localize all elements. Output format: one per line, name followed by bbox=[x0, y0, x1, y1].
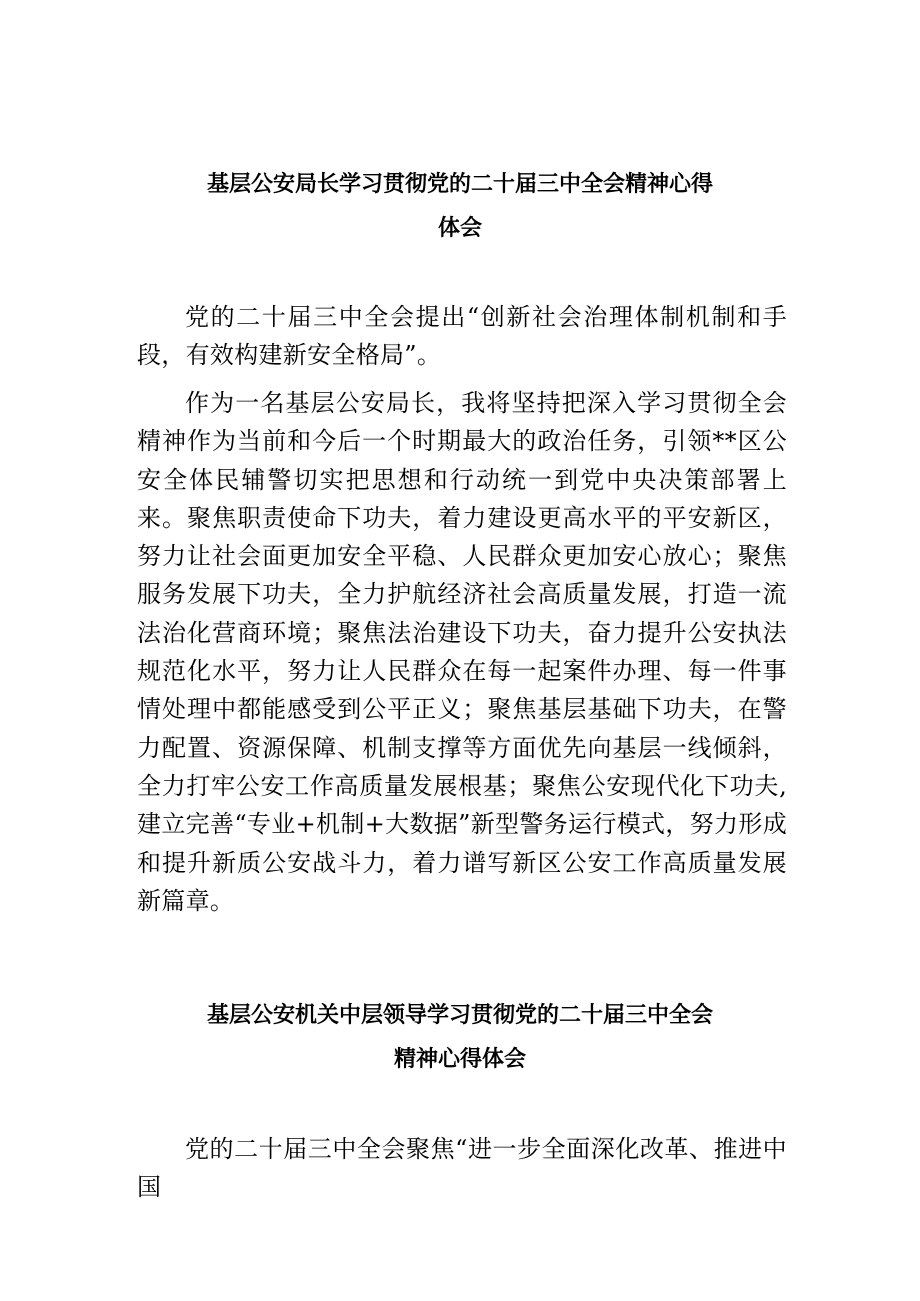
article1-title-line2: 体会 bbox=[437, 216, 482, 241]
article1-paragraph-1: 党的二十届三中全会提出“创新社会治理体制机制和手段，有效构建新安全格局”。 bbox=[137, 303, 787, 370]
article2-paragraph-1: 党的二十届三中全会聚焦“进一步全面深化改革、推进中国 bbox=[137, 1135, 787, 1202]
article1-title-line1: 基层公安局长学习贯彻党的二十届三中全会精神心得 bbox=[206, 172, 713, 197]
article2-title-line1: 基层公安机关中层领导学习贯彻党的二十届三中全会 bbox=[206, 1003, 713, 1028]
article1-paragraph-2: 作为一名基层公安局长，我将坚持把深入学习贯彻全会精神作为当前和今后一个时期最大的政治任务，引领**区公安全体民辅警切实把思想和行动统一到党中央决策部署上来。聚焦职责使命下功夫，着力建设更高水平的平安新区，努力让社会面更加安全平稳、人民群众更加安心放心；聚焦服务发展下功夫，全力护航经济社会高质量发展，打造一流法治化营商环境；聚焦法治建设下功夫，奋力提升公安执法规范化水平，努力让人民群众在每一起案件办理、每一件事情处理中都能感受到公平正义；聚焦基层基础下功夫，在警力配置、资源保障、机制支撑等方面优先向基层一线倾斜，全力打牢公安工作高质量发展根基；聚焦公安现代化下功夫,建立完善“专业+机制+大数据”新型警务运行模式，努力形成和提升新质公安战斗力，着力谱写新区公安工作高质量发展新篇章。 bbox=[137, 389, 787, 915]
article2-title-line2: 精神心得体会 bbox=[393, 1047, 526, 1072]
